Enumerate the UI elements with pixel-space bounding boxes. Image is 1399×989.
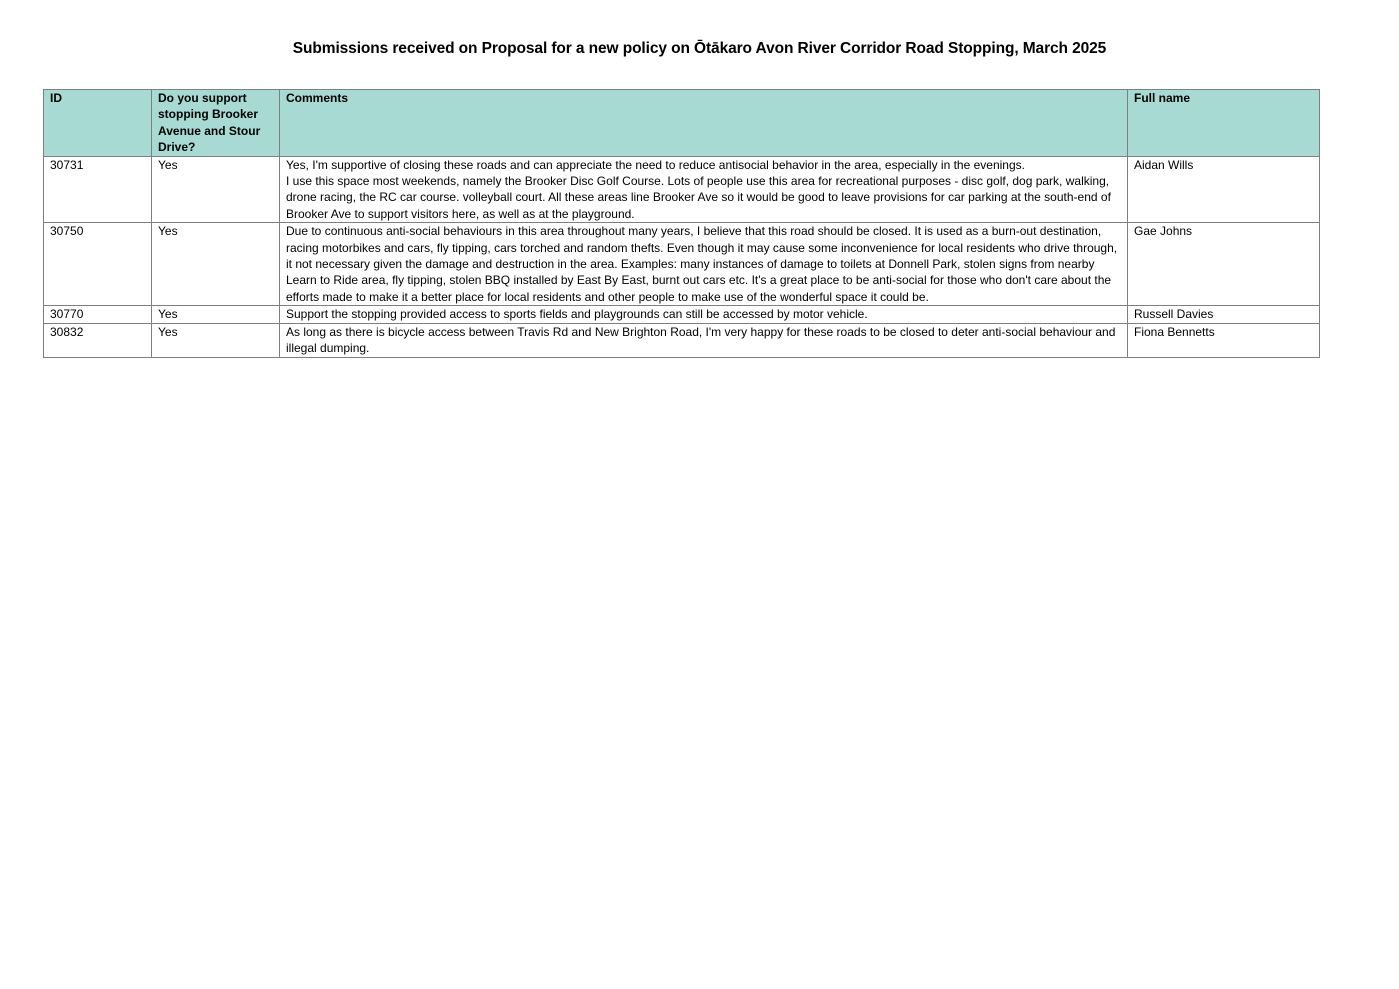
comment-line: Yes, I'm supportive of closing these roads and can appreciate the need to reduce antisocial behavior in the area, especially in the evenings. (286, 157, 1025, 172)
cell-id: 30731 (44, 156, 152, 223)
table-row (44, 306, 1320, 323)
cell-full-name: Aidan Wills (1128, 156, 1320, 223)
header-support: Do you support stopping Brooker Avenue and Stour Drive? (152, 90, 280, 157)
table-header (44, 90, 1320, 157)
table-row (44, 323, 1320, 357)
cell-support: Yes (152, 306, 280, 323)
comment-line: I use this space most weekends, namely the Brooker Disc Golf Course. Lots of people use this area for recreational purposes - disc golf, dog park, walking, drone racing, the RC car course. volleyball court. All these areas line Brooker Ave so it would be good to leave provisions for car parking at the south-end of Brooker Ave to support visitors here, as well as at the playground. (286, 174, 1111, 221)
document-title: Submissions received on Proposal for a new policy on Ōtākaro Avon River Corridor Road Stopping, March 2025 (292, 40, 1107, 57)
cell-support: Yes (152, 223, 280, 306)
cell-id: 30832 (44, 323, 152, 357)
cell-comments (280, 323, 1128, 357)
cell-support: Yes (152, 323, 280, 357)
cell-comments (280, 223, 1128, 306)
header-full-name: Full name (1128, 90, 1320, 157)
cell-comments (280, 306, 1128, 323)
comment-line: As long as there is bicycle access between Travis Rd and New Brighton Road, I'm very happy for these roads to be closed to deter anti-social behaviour and illegal dumping. (286, 324, 1116, 356)
table-row (44, 223, 1320, 306)
table-row (44, 156, 1320, 223)
cell-support: Yes (152, 156, 280, 223)
cell-full-name: Russell Davies (1128, 306, 1320, 323)
submissions-table (43, 89, 1320, 358)
header-row (44, 90, 1320, 157)
table-body (44, 156, 1320, 357)
cell-full-name: Fiona Bennetts (1128, 323, 1320, 357)
header-comments: Comments (280, 90, 1128, 157)
cell-id: 30770 (44, 306, 152, 323)
header-id: ID (44, 90, 152, 157)
comment-line: Due to continuous anti-social behaviours in this area throughout many years, I believe that this road should be closed. It is used as a burn-out destination, racing motorbikes and cars, fly tipping, cars torched and random thefts. Even though it may cause some inconvenience for local residents who drive through, it not necessary given the damage and destruction in the area. Examples: many instances of damage to toilets at Donnell Park, stolen signs from nearby Learn to Ride area, fly tipping, stolen BBQ installed by East By East, burnt out cars etc. It's a great place to be anti-social for those who don't care about the efforts made to make it a better place for local residents and other people to make use of the wonderful space it could be. (286, 224, 1118, 304)
comment-line: Support the stopping provided access to sports fields and playgrounds can still be accessed by motor vehicle. (286, 307, 868, 322)
cell-full-name: Gae Johns (1128, 223, 1320, 306)
cell-comments (280, 156, 1128, 223)
cell-id: 30750 (44, 223, 152, 306)
